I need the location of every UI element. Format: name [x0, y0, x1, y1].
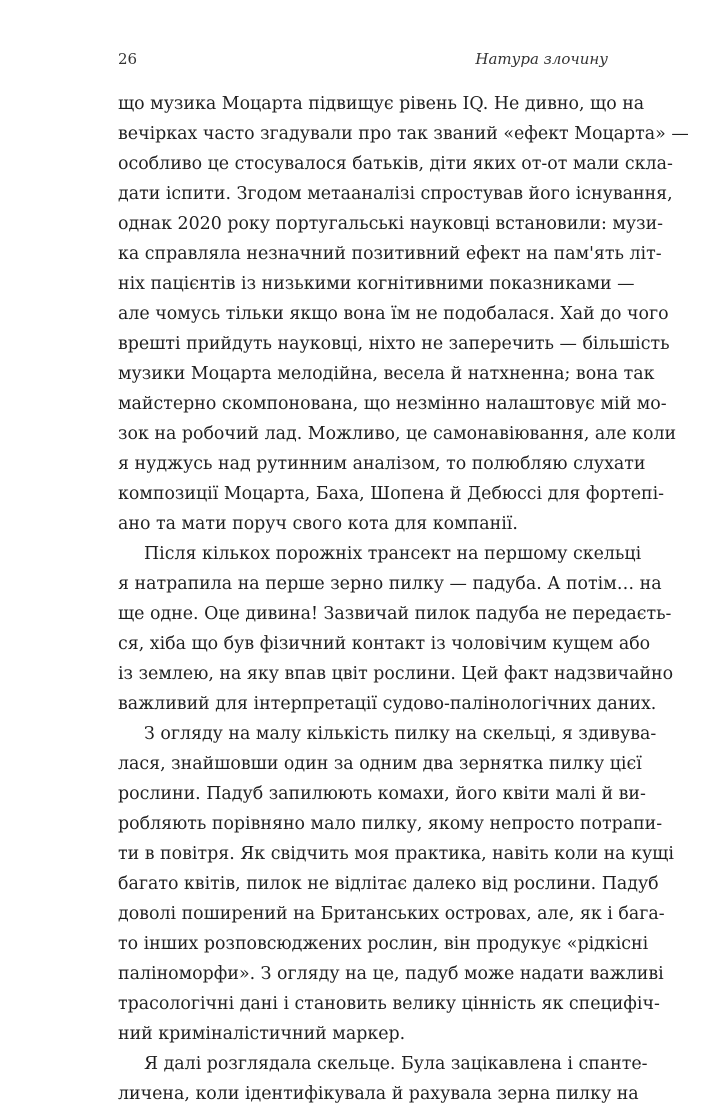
- text-line: ний криміналістичний маркер.: [118, 1024, 406, 1044]
- text-line: рослини. Падуб запилюють комахи, його квіти малі й ви-: [118, 784, 646, 804]
- body-text: [118, 89, 689, 1109]
- text-line: але чомусь тільки якщо вона їм не подобалася. Хай до чого: [118, 304, 669, 324]
- text-line: робляють порівняно мало пилку, якому непросто потрапи-: [118, 814, 663, 834]
- text-line: майстерно скомпонована, що незмінно налаштовує мій мо-: [118, 394, 667, 414]
- text-line: що музика Моцарта підвищує рівень IQ. Не дивно, що на: [118, 94, 645, 114]
- text-line: багато квітів, пилок не відлітає далеко від рослини. Падуб: [118, 874, 659, 894]
- running-title: Натура злочину: [475, 50, 608, 68]
- text-line: то інших розповсюджених рослин, він продукує «рідкісні: [118, 934, 649, 954]
- text-line: Я далі розглядала скельце. Була зацікавлена і спанте-: [144, 1054, 648, 1074]
- text-line: я нуджусь над рутинним аналізом, то полюбляю слухати: [118, 454, 646, 474]
- text-line: із землею, на яку впав цвіт рослини. Цей факт надзвичайно: [118, 664, 674, 684]
- text-line: ніх пацієнтів із низькими когнітивними показниками —: [118, 274, 635, 294]
- page-header: [118, 50, 608, 72]
- text-line: Після кількох порожніх трансект на першому скельці: [144, 544, 642, 564]
- text-line: лася, знайшовши один за одним два зернятка пилку цієї: [118, 754, 642, 774]
- text-line: паліноморфи». З огляду на це, падуб може надати важливі: [118, 964, 664, 984]
- text-line: однак 2020 року португальські науковці встановили: музи-: [118, 214, 664, 234]
- text-line: ся, хіба що був фізичний контакт із чоловічим кущем або: [118, 634, 651, 654]
- text-line: ти в повітря. Як свідчить моя практика, навіть коли на кущі: [118, 844, 674, 864]
- text-line: личена, коли ідентифікувала й рахувала зерна пилку на: [118, 1084, 639, 1104]
- text-line: особливо це стосувалося батьків, діти яких от-от мали скла-: [118, 154, 673, 174]
- text-line: я натрапила на перше зерно пилку — падуба. А потім… на: [118, 574, 662, 594]
- text-line: зок на робочий лад. Можливо, це самонавіювання, але коли: [118, 424, 677, 444]
- text-line: трасологічні дані і становить велику цінність як специфіч-: [118, 994, 660, 1014]
- text-line: ще одне. Оце дивина! Зазвичай пилок падуба не передаєть-: [118, 604, 672, 624]
- text-line: ано та мати поруч свого кота для компанії.: [118, 514, 518, 534]
- text-line: доволі поширений на Британських островах, але, як і бага-: [118, 904, 665, 924]
- text-line: З огляду на малу кількість пилку на скельці, я здивува-: [144, 724, 657, 744]
- text-line: композиції Моцарта, Баха, Шопена й Дебюссі для фортепі-: [118, 484, 665, 504]
- text-line: врешті прийдуть науковці, ніхто не заперечить — більшість: [118, 334, 670, 354]
- text-line: дати іспити. Згодом метааналізі спростував його існування,: [118, 184, 673, 204]
- page-number: 26: [118, 50, 138, 68]
- text-line: музики Моцарта мелодійна, весела й натхненна; вона так: [118, 364, 655, 384]
- text-line: важливий для інтерпретації судово-палінологічних даних.: [118, 694, 657, 714]
- text-line: ка справляла незначний позитивний ефект на пам'ять літ-: [118, 244, 662, 264]
- text-line: вечірках часто згадували про так званий «ефект Моцарта» —: [118, 124, 689, 144]
